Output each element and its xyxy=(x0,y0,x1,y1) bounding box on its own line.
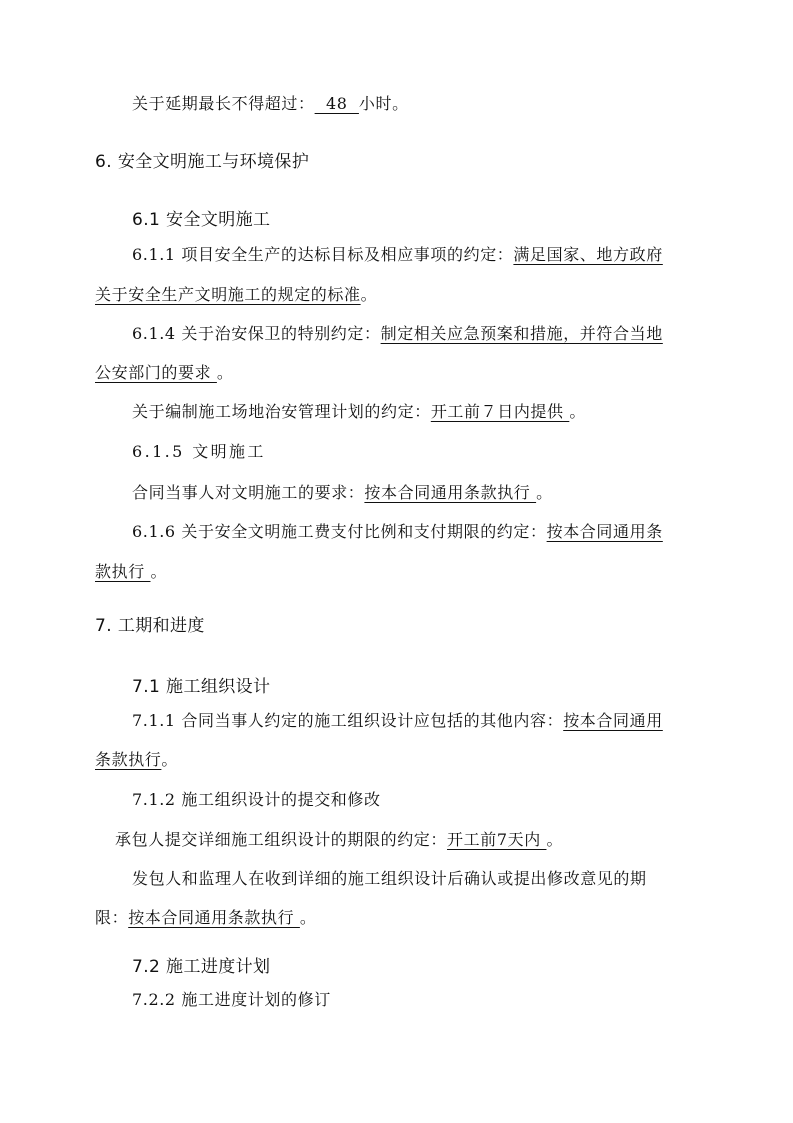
filled-blank: 开工前７日内提供 xyxy=(430,402,570,421)
paragraph-7-1-2: 7.1.2 施工组织设计的提交和修改 xyxy=(132,790,381,809)
paragraph-6-1-1: 6.1.1 项目安全生产的达标目标及相应事项的约定：满足国家、地方政府 xyxy=(132,245,663,264)
filled-blank: 按本合同通用条款执行 xyxy=(364,483,537,502)
paragraph-6-1-6: 6.1.6 关于安全文明施工费支付比例和支付期限的约定：按本合同通用条 xyxy=(132,522,663,541)
paragraph-7-2-2: 7.2.2 施工进度计划的修订 xyxy=(132,990,331,1009)
section-heading-7: 7. 工期和进度 xyxy=(95,616,205,636)
section-heading-6: 6. 安全文明施工与环境保护 xyxy=(95,152,310,172)
filled-blank: 满足国家、地方政府 xyxy=(513,245,663,264)
paragraph-6-1-5: 6.1.5 文明施工 xyxy=(132,442,266,461)
subsection-heading-7-1: 7.1 施工组织设计 xyxy=(132,677,271,697)
paragraph-6-1-4-cont: 公安部门的要求 。 xyxy=(95,363,234,382)
filled-blank: 按本合同通用条 xyxy=(546,522,663,541)
filled-blank: 关于安全生产文明施工的规定的标准 xyxy=(95,285,361,304)
filled-blank: 48 xyxy=(314,94,359,113)
filled-blank: 制定相关应急预案和措施，并符合当地 xyxy=(380,324,663,343)
filled-blank: 按本合同通用条款执行 xyxy=(128,908,300,927)
paragraph-contractor-submission: 承包人提交详细施工组织设计的期限的约定：开工前7天内 。 xyxy=(115,830,564,849)
filled-blank: 开工前7天内 xyxy=(447,830,547,849)
subsection-heading-6-1: 6.1 安全文明施工 xyxy=(132,210,271,230)
filled-blank: 按本合同通用 xyxy=(563,711,663,730)
paragraph-extension-limit: 关于延期最长不得超过： 48 小时。 xyxy=(132,94,409,113)
filled-blank: 款执行 xyxy=(95,562,151,581)
paragraph-security-plan: 关于编制施工场地治安管理计划的约定：开工前７日内提供 。 xyxy=(132,402,586,421)
paragraph-employer-confirmation: 发包人和监理人在收到详细的施工组织设计后确认或提出修改意见的期 xyxy=(132,869,647,888)
paragraph-civilized-construction: 合同当事人对文明施工的要求：按本合同通用条款执行 。 xyxy=(132,483,553,502)
paragraph-6-1-1-cont: 关于安全生产文明施工的规定的标准。 xyxy=(95,285,378,304)
paragraph-7-1-1: 7.1.1 合同当事人约定的施工组织设计应包括的其他内容：按本合同通用 xyxy=(132,711,663,730)
paragraph-employer-confirmation-cont: 限：按本合同通用条款执行 。 xyxy=(95,908,317,927)
filled-blank: 条款执行 xyxy=(95,750,162,769)
subsection-heading-7-2: 7.2 施工进度计划 xyxy=(132,957,271,977)
paragraph-6-1-6-cont: 款执行 。 xyxy=(95,562,168,581)
paragraph-7-1-1-cont: 条款执行。 xyxy=(95,750,179,769)
filled-blank: 公安部门的要求 xyxy=(95,363,217,382)
paragraph-6-1-4: 6.1.4 关于治安保卫的特别约定：制定相关应急预案和措施，并符合当地 xyxy=(132,324,663,343)
